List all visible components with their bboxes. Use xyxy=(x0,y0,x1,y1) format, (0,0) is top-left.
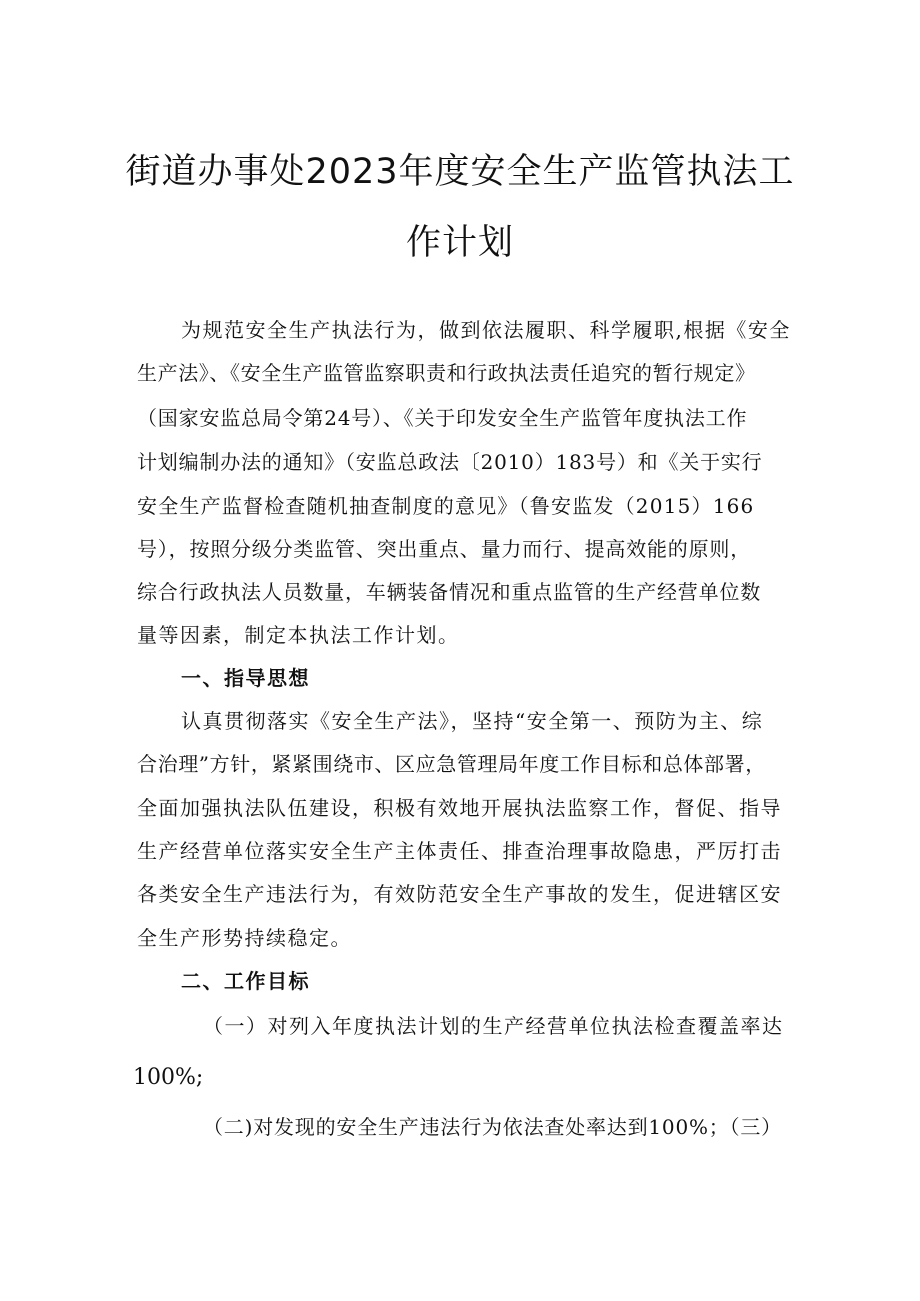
document-title-line-1: 街道办事处2023年度安全生产监管执法工 xyxy=(125,152,795,192)
goal-item-2-line-1: （二)对发现的安全生产违法行为依法查处率达到100%；（三） xyxy=(203,1115,782,1139)
intro-line: 综合行政执法人员数量，车辆装备情况和重点监管的生产经营单位数 xyxy=(137,580,761,604)
intro-line: 量等因素，制定本执法工作计划。 xyxy=(137,623,460,647)
section-heading-work-goals: 二、工作目标 xyxy=(181,969,310,993)
section1-line: 认真贯彻落实《安全生产法》，坚持“安全第一、预防为主、综 xyxy=(181,709,764,733)
section1-line: 生产经营单位落实安全生产主体责任、排查治理事故隐患，严厉打击 xyxy=(137,839,782,863)
section1-line: 合治理”方针，紧紧围绕市、区应急管理局年度工作目标和总体部署， xyxy=(137,752,766,776)
section1-line: 全生产形势持续稳定。 xyxy=(137,926,352,950)
intro-line: 号），按照分级分类监管、突出重点、量力而行、提高效能的原则， xyxy=(137,537,751,561)
intro-line: 安全生产监督检查随机抽查制度的意见》（鲁安监发（2015）166 xyxy=(137,494,755,518)
intro-line: 为规范安全生产执法行为，做到依法履职、科学履职,根据《安全 xyxy=(181,318,791,342)
document-title-line-2: 作计划 xyxy=(405,223,514,263)
section1-line: 各类安全生产违法行为，有效防范安全生产事故的发生，促进辖区安 xyxy=(137,882,782,906)
section1-line: 全面加强执法队伍建设，积极有效地开展执法监察工作，督促、指导 xyxy=(137,796,782,820)
section-heading-guiding-thought: 一、指导思想 xyxy=(181,666,310,690)
intro-line: 生产法》、《安全生产监管监察职责和行政执法责任追究的暂行规定》 xyxy=(137,361,756,385)
intro-line: 计划编制办法的通知》（安监总政法〔2010）183号）和《关于实行 xyxy=(137,450,763,474)
intro-line: （国家安监总局令第24号）、《关于印发安全生产监管年度执法工作 xyxy=(137,406,748,430)
goal-item-1-line-1: （一）对列入年度执法计划的生产经营单位执法检查覆盖率达 xyxy=(203,1014,784,1038)
goal-item-1-line-2: 100%; xyxy=(133,1065,204,1090)
